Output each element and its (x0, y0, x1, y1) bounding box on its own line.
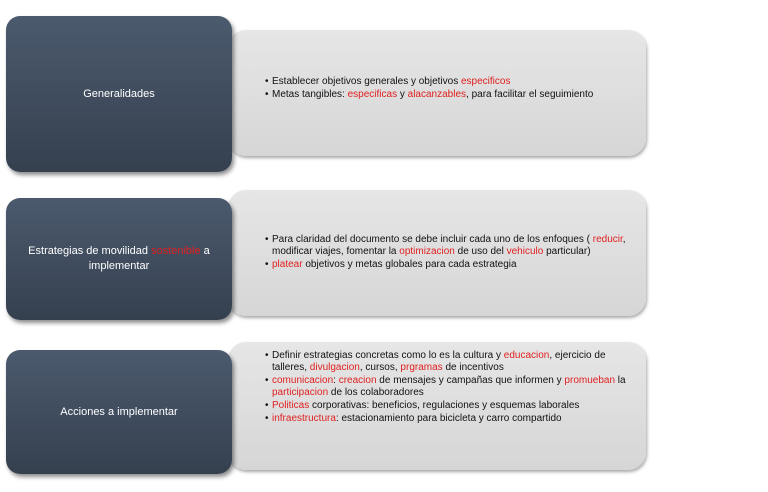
bullet-text: , para facilitar el seguimiento (466, 89, 594, 100)
label-text: a implementar (88, 245, 210, 272)
bullet-text: y (397, 89, 408, 100)
bullet-text: la (615, 375, 626, 386)
bullet-text: Para claridad del documento se debe incluir cada uno de los enfoques ( (272, 234, 593, 245)
bullet-text: corporativas: beneficios, regulaciones y esquemas laborales (309, 400, 580, 411)
bullet-item (272, 350, 626, 374)
bullet-highlight: prgramas (400, 362, 443, 373)
bullet-text: Metas tangibles: (272, 89, 348, 100)
bullet-text: de mensajes y campañas que informen y (376, 375, 565, 386)
label-text: Acciones a implementar (60, 405, 178, 418)
bullet-text: Definir estrategias concretas como lo es la cultura y (272, 350, 504, 361)
content-list (266, 76, 626, 102)
bullet-highlight: participacion (272, 387, 329, 398)
bullet-text: Establecer objetivos generales y objetivos (272, 76, 461, 87)
bullet-highlight: comunicacion (272, 375, 334, 386)
bullet-item (272, 76, 626, 88)
bullet-highlight: infraestructura (272, 413, 336, 424)
bullet-highlight: optimizacion (399, 246, 455, 257)
bullet-highlight: educacion (503, 350, 550, 361)
label-text: Generalidades (83, 87, 155, 100)
label-text (14, 244, 224, 274)
bullet-highlight: especificos (461, 76, 511, 87)
bullet-highlight: Politicas (272, 400, 310, 411)
bullet-highlight: divulgacion (309, 362, 360, 373)
bullet-highlight: alacanzables (407, 89, 467, 100)
bullet-highlight: promueban (564, 375, 616, 386)
bullet-item (272, 259, 626, 271)
bullet-text: , modificar viajes, fomentar la (272, 234, 626, 257)
bullet-item (272, 400, 626, 412)
bullet-highlight: platear (272, 259, 303, 270)
bullet-text: de uso del (454, 246, 507, 257)
label-text: Estrategias de movilidad (28, 245, 152, 257)
label-box-generalidades (6, 16, 232, 172)
bullet-item (272, 375, 626, 399)
label-box-acciones (6, 350, 232, 474)
label-box-estrategias (6, 198, 232, 320)
bullet-highlight: especificas (347, 89, 398, 100)
content-list (266, 234, 626, 272)
bullet-item (272, 89, 626, 101)
label-highlight: sostenible (151, 245, 201, 257)
bullet-highlight: vehiculo (506, 246, 544, 257)
bullet-text: : (333, 375, 339, 386)
bullet-text: , cursos, (359, 362, 401, 373)
bullet-highlight: creacion (338, 375, 377, 386)
bullet-text: : estacionamiento para bicicleta y carro compartido (335, 413, 562, 424)
bullet-text: de los colaboradores (328, 387, 424, 398)
bullet-text: , ejercicio de talleres, (272, 350, 606, 373)
bullet-text: de incentivos (442, 362, 504, 373)
bullet-item (272, 234, 626, 258)
bullet-highlight: reducir (592, 234, 623, 245)
bullet-text: objetivos y metas globales para cada estrategia (302, 259, 517, 270)
content-list (266, 350, 626, 426)
bullet-text: particular) (543, 246, 591, 257)
bullet-item (272, 413, 626, 425)
